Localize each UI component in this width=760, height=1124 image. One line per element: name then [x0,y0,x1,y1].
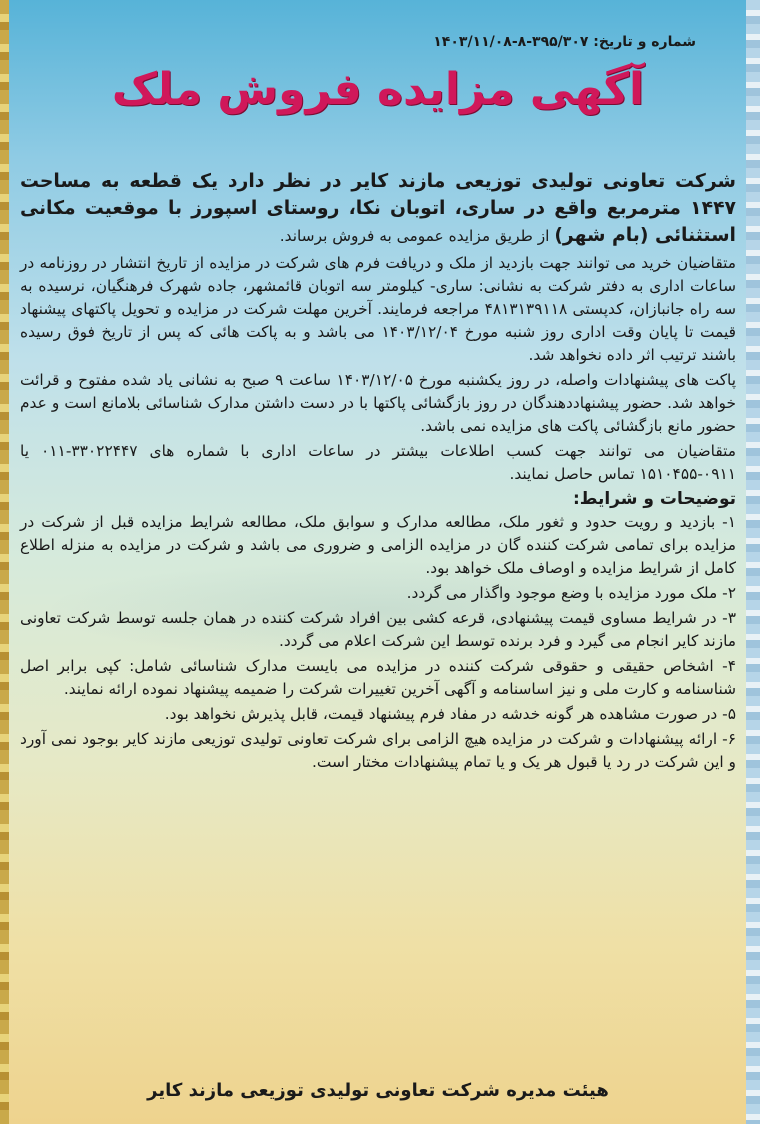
intro-bold-text: شرکت تعاونی تولیدی توزیعی مازند کایر در نظر دارد یک قطعه به مساحت ۱۴۴۷ مترمربع واقع در ساری، اتوبان نکا، روستای اسپورز با موقعیت مکانی استثنائی (بام شهر) [20,171,736,246]
condition-item: ۵- در صورت مشاهده هر گونه خدشه در مفاد فرم پیشنهاد قیمت، قابل پذیرش نخواهد بود. [164,705,736,723]
signature-line: هیئت مدیره شرکت تعاونی تولیدی توزیعی مازند کایر [147,1080,609,1101]
ad-title: آگهی مزایده فروش ملک [111,64,645,115]
opening-session: پاکت های پیشنهادات واصله، در روز یکشنبه مورخ ۱۴۰۳/۱۲/۰۵ ساعت ۹ صبح به نشانی یاد شده مفتوح و قرائت خواهد شد. حضور پیشنهاددهندگان در روز بازگشائی پاکتها با در دست داشتن مدارک شناسائی بلامانع است و عدم حضور مانع بازگشائی پاکت های مزایده نمی باشد. [20,371,736,435]
intro-paragraph [20,168,736,250]
intro-rest-text: از طریق مزایده عمومی به فروش برساند. [279,227,555,245]
left-border-strip [0,0,9,1124]
condition-item: ۶- ارائه پیشنهادات و شرکت در مزایده هیچ الزامی برای شرکت تعاونی تولیدی توزیعی مازند کایر بوجود نمی آورد و این شرکت در رد یا قبول هر یک و یا تمام پیشنهادات مختار است. [20,730,736,771]
right-border-strip [746,0,760,1124]
condition-item: ۲- ملک مورد مزایده با وضع موجود واگذار می گردد. [406,584,736,602]
condition-item: ۱- بازدید و رویت حدود و ثغور ملک، مطالعه مدارک و سوابق ملک، مطالعه شرایط مزایده قبل از شرکت در مزایده برای تمامی شرکت کننده گان در مزایده الزامی و ضروری می باشد و شرکت در مزایده به منزله اطلاع کامل از شرایط مزایده و اوصاف ملک خواهد بود. [20,513,736,577]
condition-item: ۴- اشخاص حقیقی و حقوقی شرکت کننده در مزایده می بایست مدارک شناسائی شامل: کپی برابر اصل شناسنامه و کارت ملی و نیز اساسنامه و آگهی آخرین تغییرات شرکت را ضمیمه پیشنهاد نموده ارائه نمایند. [20,657,736,698]
visit-instructions: متقاضیان خرید می توانند جهت بازدید از ملک و دریافت فرم های شرکت در مزایده از تاریخ انتشار در روزنامه در ساعات اداری به دفتر شرکت به نشانی: ساری- کیلومتر سه اتوبان قائمشهر، جاده شهرک فرهنگیان، نرسیده به سه راه جانبازان، کدپستی ۴۸۱۳۱۳۹۱۱۸ مراجعه فرمایند. آخرین مهلت شرکت در مزایده و تحویل پاکتهای پیشنهاد قیمت تا پایان وقت اداری روز شنبه مورخ ۱۴۰۳/۱۲/۰۴ می باشد و به پاکت هائی که پس از تاریخ فوق رسیده باشند ترتیب اثر داده نخواهد شد. [20,254,736,364]
contact-info: متقاضیان می توانند جهت کسب اطلاعات بیشتر در ساعات اداری با شماره های ۳۳۰۲۲۴۴۷-۰۱۱ یا ۰۹۱۱-۱۵۱۰۴۵۵ تماس حاصل نمایند. [20,442,736,483]
ad-body [20,168,736,776]
condition-item: ۳- در شرایط مساوی قیمت پیشنهادی، قرعه کشی بین افراد شرکت کننده در همان جلسه توسط شرکت تعاونی مازند کایر انجام می گیرد و فرد برنده توسط این شرکت اعلام می گردد. [20,609,736,650]
conditions-heading: توضیحات و شرایط: [572,489,736,509]
reference-number: شماره و تاریخ: ۳۹۵/۳۰۷-۸-۱۴۰۳/۱۱/۰۸ [433,34,696,50]
